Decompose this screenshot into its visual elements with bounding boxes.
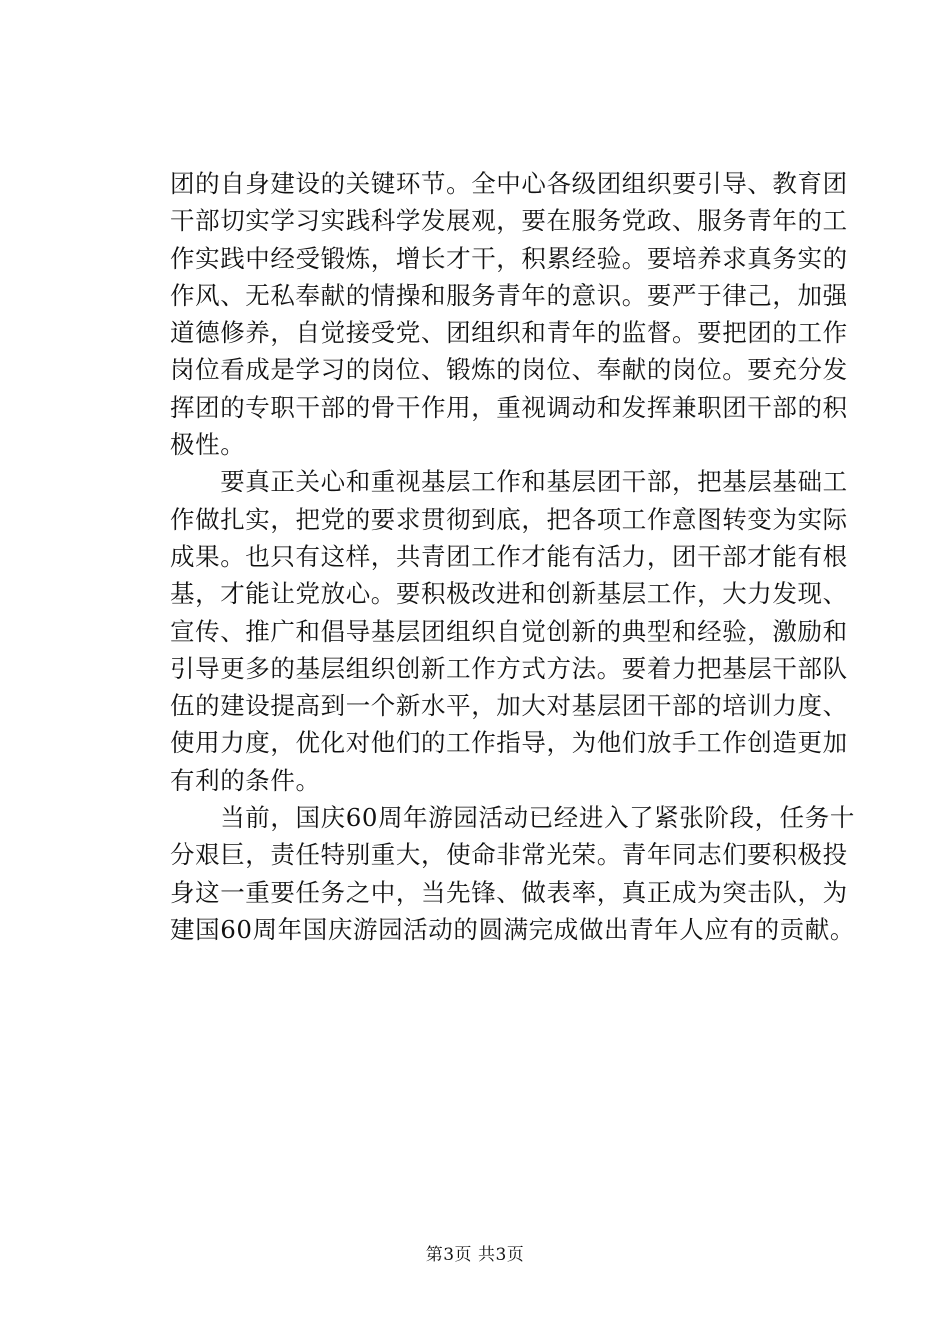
text-line: 极性。 bbox=[170, 430, 246, 460]
text-line: 作风、无私奉献的情操和服务青年的意识。要严于律己，加强 bbox=[170, 280, 848, 310]
text-line: 团的自身建设的关键环节。全中心各级团组织要引导、教育团 bbox=[170, 169, 848, 198]
text-line: 伍的建设提高到一个新水平，加大对基层团干部的培训力度、 bbox=[170, 691, 848, 721]
text-line: 宣传、推广和倡导基层团组织自觉创新的典型和经验，激励和 bbox=[170, 616, 848, 646]
text-line: 干部切实学习实践科学发展观，要在服务党政、服务青年的工 bbox=[170, 206, 848, 236]
page-number: 第3页 共3页 bbox=[425, 1245, 525, 1265]
text-line: 作实践中经受锻炼，增长才干，积累经验。要培养求真务实的 bbox=[170, 243, 848, 273]
text-line: 道德修养，自觉接受党、团组织和青年的监督。要把团的工作 bbox=[170, 318, 848, 348]
body-text bbox=[170, 165, 855, 948]
text-line: 使用力度，优化对他们的工作指导，为他们放手工作创造更加 bbox=[170, 728, 848, 758]
text-line: 分艰巨，责任特别重大，使命非常光荣。青年同志们要积极投 bbox=[170, 840, 848, 870]
text-line: 引导更多的基层组织创新工作方式方法。要着力把基层干部队 bbox=[170, 653, 848, 683]
text-line: 当前，国庆60周年游园活动已经进入了紧张阶段，任务十 bbox=[170, 803, 855, 833]
text-line: 要真正关心和重视基层工作和基层团干部，把基层基础工 bbox=[170, 467, 848, 497]
page-footer bbox=[0, 1243, 950, 1267]
text-line: 建国60周年国庆游园活动的圆满完成做出青年人应有的贡献。 bbox=[170, 914, 855, 944]
text-line: 挥团的专职干部的骨干作用，重视调动和发挥兼职团干部的积 bbox=[170, 392, 848, 422]
text-line: 成果。也只有这样，共青团工作才能有活力，团干部才能有根 bbox=[170, 541, 848, 571]
text-line: 有利的条件。 bbox=[170, 765, 321, 795]
text-line: 身这一重要任务之中，当先锋、做表率，真正成为突击队，为 bbox=[170, 877, 848, 907]
text-line: 基，才能让党放心。要积极改进和创新基层工作，大力发现、 bbox=[170, 579, 848, 609]
text-line: 岗位看成是学习的岗位、锻炼的岗位、奉献的岗位。要充分发 bbox=[170, 355, 848, 385]
text-line: 作做扎实，把党的要求贯彻到底，把各项工作意图转变为实际 bbox=[170, 504, 848, 534]
